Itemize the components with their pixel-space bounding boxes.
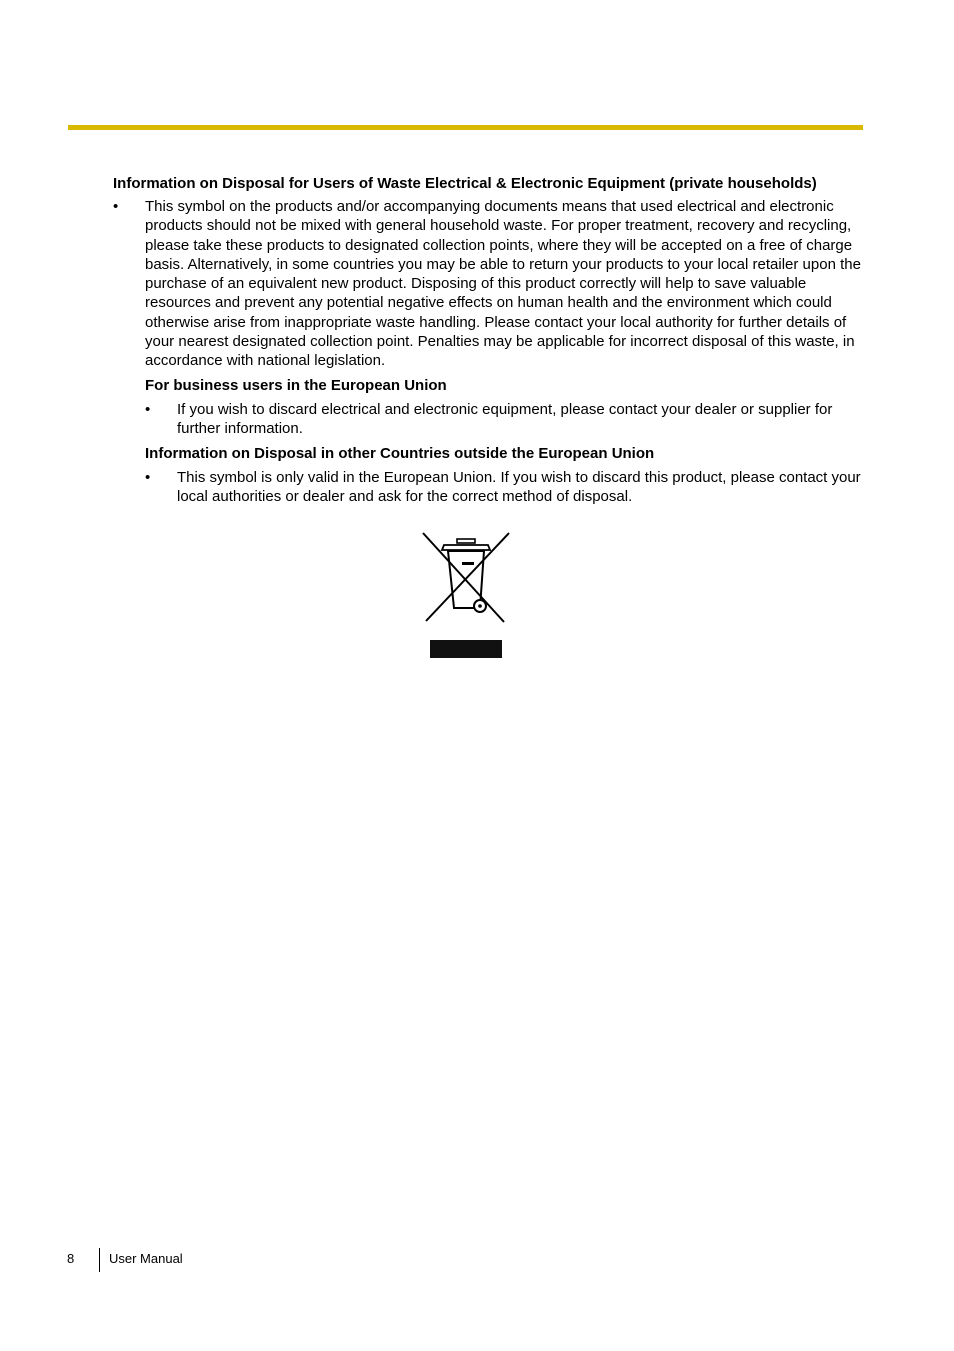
main-bullet: [113, 197, 865, 371]
disposal-section: [113, 174, 865, 510]
business-paragraph: If you wish to discard electrical and electronic equipment, please contact your dealer or supplier for further information.: [177, 400, 833, 438]
outside-eu-paragraph: This symbol is only valid in the European Union. If you wish to discard this product, please contact your local authorities or dealer and ask for the correct method of disposal.: [177, 468, 861, 506]
outside-eu-heading: Information on Disposal in other Countries outside the European Union: [145, 444, 655, 462]
business-bullet: [113, 400, 865, 439]
bullet-marker: •: [145, 400, 151, 418]
footer-divider: [99, 1248, 100, 1272]
header-rule: [68, 125, 863, 130]
bullet-marker: •: [113, 198, 119, 215]
business-users-heading: For business users in the European Union: [145, 376, 447, 394]
main-paragraph: This symbol on the products and/or accompanying documents means that used electrical and electronic products should not be mixed with general household waste. For proper treatment, recovery and recycling, please take these products to designated collection points, where they will be accepted on a free of charge basis. Alternatively, in some countries you may be able to return your products to your local retailer upon the purchase of an equivalent new product. Disposing of this product correctly will help to save valuable resources and prevent any potential negative effects on human health and the environment which could otherwise arise from inappropriate waste handling. Please contact your local authority for further details of your nearest designated collection point. Penalties may be applicable for incorrect disposal of this waste, in accordance with national legislation.: [145, 198, 861, 370]
page-number: 8: [67, 1251, 75, 1266]
bullet-marker: •: [145, 468, 151, 486]
disposal-heading: Information on Disposal for Users of Waste Electrical & Electronic Equipment (private households): [113, 175, 817, 192]
crossed-out-wheelie-bin-icon: [420, 530, 512, 658]
footer-label: User Manual: [109, 1251, 183, 1266]
outside-eu-bullet: [113, 468, 865, 507]
